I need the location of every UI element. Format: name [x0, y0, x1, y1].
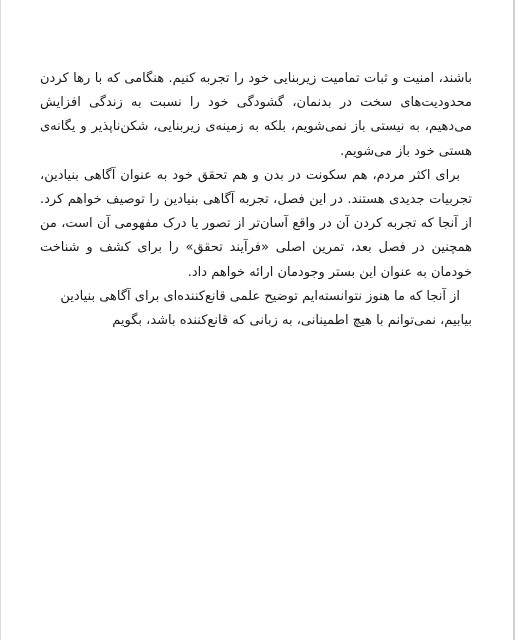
paragraph-3: از آنجا که ما هنوز نتوانسته‌ایم توضیح علمی قانع‌کننده‌ای برای آگاهی بنیادین بیابیم، نمی‌توانم با هیچ اطمینانی، به زبانی که قانع‌کننده باشد، بگویم [60, 288, 472, 329]
paragraph-1: باشند، امنیت و ثبات تمامیت زیربنایی خود را تجربه کنیم. هنگامی که با رها کردن محدودیت‌های سخت در بدنمان، گشودگی خود را نسبت به زندگی افزایش می‌دهیم، به نیستی باز نمی‌شویم، بلکه به زمینه‌ی زیربنایی، شکن‌ناپذیر و یگانه‌ی هستی خود باز می‌شویم. [40, 71, 472, 159]
paragraph-2: برای اکثر مردم، هم سکونت در بدن و هم تحقق خود به عنوان آگاهی بنیادین، تجربیات جدیدی هستند. در این فصل، تجربه آگاهی بنیادین را توصیف خواهم کرد. از آنجا که تجربه کردن آن در واقع آسان‌تر از تصور یا درک مفهومی آن است، من همچنین در فصل بعد، تمرین اصلی «فرآیند تحقق» را برای کشف و شناخت خودمان به عنوان این بستر وجودمان ارائه خواهم داد. [40, 167, 472, 280]
document-body [40, 67, 472, 333]
page-edge-left [0, 0, 1, 640]
